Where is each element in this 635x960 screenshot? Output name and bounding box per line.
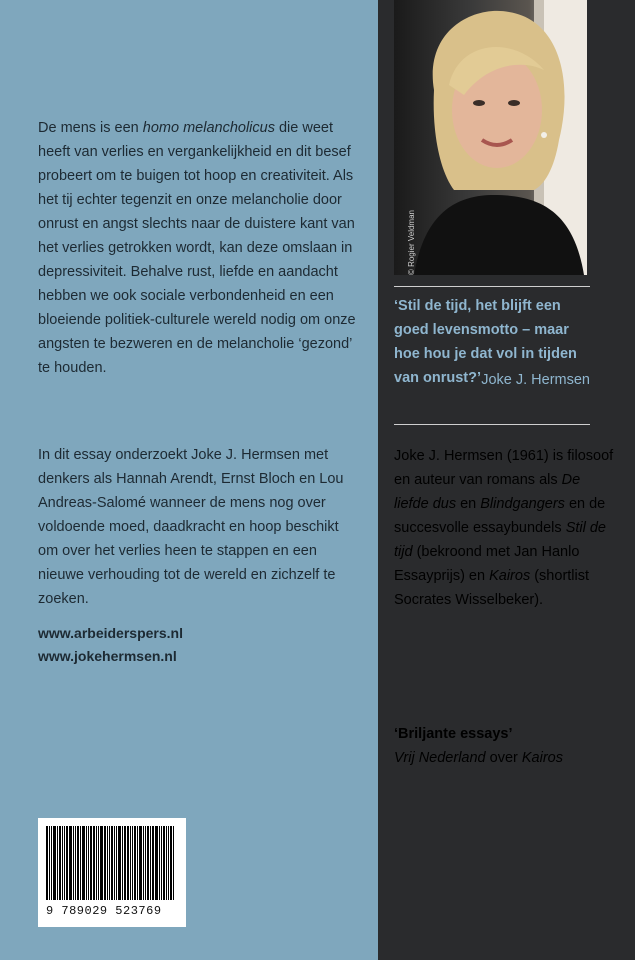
barcode-bar bbox=[66, 826, 68, 900]
bio-text: Joke J. Hermsen (1961) is filosoof en auteur van romans als bbox=[394, 448, 614, 488]
review-source bbox=[394, 746, 614, 770]
barcode-bar bbox=[46, 826, 48, 900]
barcode-bar bbox=[88, 826, 89, 900]
barcode-bar bbox=[152, 826, 154, 900]
bio-text: en bbox=[456, 496, 481, 512]
barcode-bar bbox=[69, 826, 72, 900]
bio-title: Stil de tijd bbox=[394, 520, 606, 560]
barcode-bar bbox=[137, 826, 138, 900]
barcode-bar bbox=[134, 826, 136, 900]
blurb-paragraph-1 bbox=[38, 116, 356, 380]
barcode bbox=[38, 818, 186, 927]
blurb-text: De mens is een bbox=[38, 120, 143, 136]
barcode-bar bbox=[104, 826, 106, 900]
bio-title: Kairos bbox=[489, 568, 531, 584]
barcode-bar bbox=[168, 826, 169, 900]
blurb-emphasis: homo melancholicus bbox=[142, 120, 275, 136]
barcode-bar bbox=[130, 826, 131, 900]
review-headline: ‘Briljante essays’ bbox=[394, 726, 513, 742]
author-bio bbox=[394, 444, 614, 612]
bio-text: (bekroond met Jan Hanlo Essayprijs) en bbox=[394, 544, 580, 584]
barcode-bar bbox=[53, 826, 56, 900]
review-source-book: Kairos bbox=[521, 750, 563, 766]
isbn-number: 9 789029 523769 bbox=[46, 904, 162, 918]
barcode-bar bbox=[62, 826, 63, 900]
barcode-bar bbox=[100, 826, 103, 900]
barcode-bar bbox=[114, 826, 115, 900]
barcode-bar bbox=[161, 826, 162, 900]
barcode-bar bbox=[118, 826, 121, 900]
barcode-bar bbox=[77, 826, 79, 900]
review-source-text: over bbox=[485, 750, 522, 766]
divider bbox=[394, 286, 590, 287]
barcode-bar bbox=[139, 826, 142, 900]
blurb-paragraph-2: In dit essay onderzoekt Joke J. Hermsen met denkers als Hannah Arendt, Ernst Bloch en Lou Andreas-Salomé wanneer de mens nog over voldoende moed, daadkracht en hoop beschikt om over het verlies heen te stappen en een nieuwe verhouding tot de wereld en zichzelf te zoeken. bbox=[38, 447, 344, 607]
blurb-text: die weet heeft van verlies en vergankelijkheid en dit besef probeert om te buigen tot hoop en creativiteit. Als het tij echter tegenzit en onze melancholie door onrust en angst slechts naar de duistere kant van het verlies getrokken wordt, kan deze omslaan in depressiviteit. Behalve rust, liefde en aandacht hebben we ook sociale verbondenheid en een bloeiende politiek-culturele wereld nodig om onze angsten te bezweren en de melancholie ‘gezond’ te houden. bbox=[38, 120, 356, 376]
barcode-bar bbox=[49, 826, 50, 900]
bio-text: en de succesvolle essaybundels bbox=[394, 496, 606, 536]
barcode-bar bbox=[82, 826, 85, 900]
barcode-bar bbox=[147, 826, 149, 900]
barcode-bar bbox=[73, 826, 74, 900]
barcode-bar bbox=[59, 826, 61, 900]
barcode-bars bbox=[46, 826, 178, 900]
bio-text: (shortlist Socrates Wisselbeker). bbox=[394, 568, 590, 608]
barcode-bar bbox=[96, 826, 97, 900]
barcode-bar bbox=[166, 826, 167, 900]
barcode-bar bbox=[170, 826, 172, 900]
barcode-bar bbox=[155, 826, 158, 900]
barcode-bar bbox=[150, 826, 151, 900]
barcode-bar bbox=[145, 826, 146, 900]
website-links bbox=[38, 622, 183, 668]
barcode-bar bbox=[159, 826, 160, 900]
barcode-bar bbox=[124, 826, 126, 900]
bio-title: Blindgangers bbox=[480, 496, 565, 512]
barcode-bar bbox=[143, 826, 144, 900]
review-quote bbox=[394, 722, 614, 770]
barcode-bar bbox=[116, 826, 117, 900]
barcode-bar bbox=[75, 826, 76, 900]
barcode-bar bbox=[109, 826, 110, 900]
divider bbox=[394, 424, 590, 425]
barcode-bar bbox=[98, 826, 99, 900]
photo-credit: © Rogier Veldman bbox=[407, 210, 416, 275]
barcode-bar bbox=[90, 826, 92, 900]
barcode-bar bbox=[111, 826, 113, 900]
barcode-bar bbox=[80, 826, 81, 900]
quote-author: Joke J. Hermsen bbox=[481, 372, 590, 388]
barcode-bar bbox=[173, 826, 174, 900]
barcode-bar bbox=[163, 826, 165, 900]
barcode-bar bbox=[51, 826, 52, 900]
barcode-bar bbox=[57, 826, 58, 900]
barcode-bar bbox=[93, 826, 95, 900]
bio-title: De liefde dus bbox=[394, 472, 581, 512]
link-jokehermsen[interactable]: www.jokehermsen.nl bbox=[38, 648, 177, 664]
barcode-bar bbox=[86, 826, 87, 900]
author-photo bbox=[394, 0, 587, 275]
barcode-bar bbox=[132, 826, 133, 900]
portrait-illustration bbox=[394, 0, 587, 275]
barcode-bar bbox=[122, 826, 123, 900]
barcode-bar bbox=[127, 826, 129, 900]
link-arbeiderspers[interactable]: www.arbeiderspers.nl bbox=[38, 625, 183, 641]
pull-quote: ‘Stil de tijd, het blijft een goed levensmotto – maar hoe hou je dat vol in tijden van onrust?’ bbox=[394, 298, 577, 386]
barcode-bar bbox=[64, 826, 65, 900]
review-source-name: Vrij Nederland bbox=[394, 750, 486, 766]
barcode-bar bbox=[107, 826, 108, 900]
